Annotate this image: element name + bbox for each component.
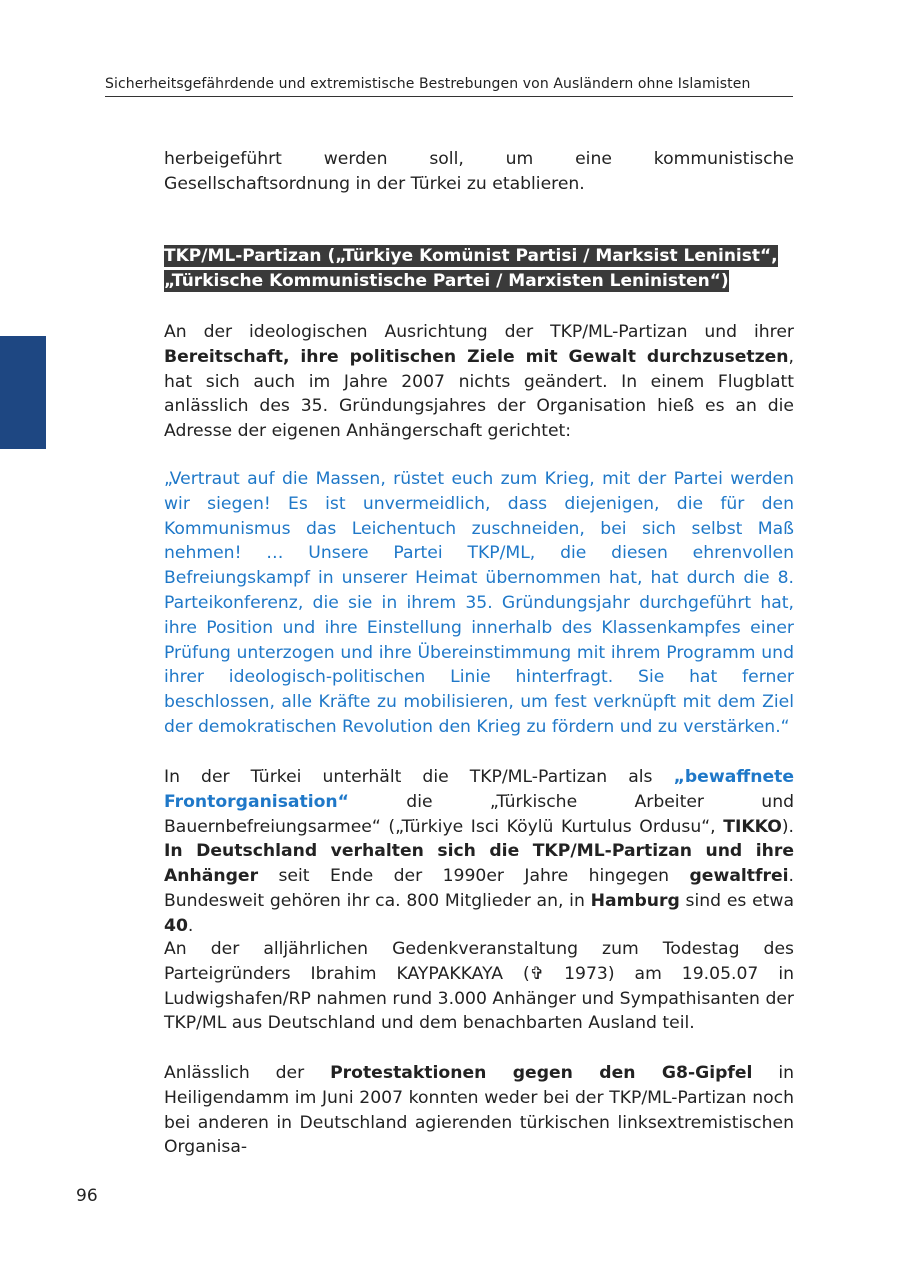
para2-bold-3: In Deutschland verhalten sich die TKP/ML-Partizan und ihre Anhänger [164,841,794,887]
para2-text-5: . Bundesweit gehören ihr ca. 800 Mitglieder an, in [164,866,794,911]
para4-text-2: in Heiligendamm im Juni 2007 konnten weder bei der TKP/ML-Partizan noch bei anderen in Deutschland agierenden türkischen linksextremistischen Organisa- [164,1063,794,1158]
flyer-quote-text: „Vertraut auf die Massen, rüstet euch zum Krieg, mit der Partei werden wir siegen! Es ist unvermeidlich, dass diejenigen, die für den Kommunismus das Leichentuch zuschneiden, bei sich selbst Maß nehmen! … Unsere Partei TKP/ML, die diesen ehrenvollen Befreiungskampf in unserer Heimat übernommen hat, hat durch die 8. Parteikonferenz, die sie in ihrem 35. Gründungsjahr durchgeführt hat, ihre Position und ihre Einstellung innerhalb des Klassenkampfes einer Prüfung unterzogen und ihre Übereinstimmung mit ihrem Programm und ihrer ideologisch-politischen Linie hinterfragt. Sie hat ferner beschlossen, alle Kräfte zu mobilisieren, um fest verknüpft mit dem Ziel der demokratischen Revolution den Krieg zu fördern und zu verstärken.“ [164,469,794,737]
section-heading-text: TKP/ML-Partizan („Türkiye Komünist Partisi / Marksist Leninist“, „Türkische Kommunistische Partei / Marxisten Leninisten“) [164,246,778,291]
para2-bold-4: gewaltfrei [689,866,789,887]
para4-text-1: Anlässlich der [164,1063,331,1083]
section-heading [164,244,794,294]
para1-text-2: , hat sich auch im Jahre 2007 nichts geändert. In einem Flugblatt anlässlich des 35. Gründungsjahres der Organisation hieß es an die Adresse der eigenen Anhängerschaft gerichtet: [164,346,794,442]
para4-bold-1: Protestaktionen gegen den G8-Gipfel [330,1063,753,1083]
para2-accent-1: „bewaffnete Frontorganisation“ [164,767,794,812]
flyer-quote [164,467,794,740]
paragraph-front-organisation [164,765,794,939]
paragraph-memorial [164,937,794,1036]
page-number: 96 [76,1186,98,1206]
para2-bold-5: Hamburg [590,890,680,911]
para2-text-1: In der Türkei unterhält die TKP/ML-Partizan als [164,767,674,787]
para2-text-7: . [187,915,194,936]
chapter-tab-marker [0,336,46,449]
para3-text: An der alljährlichen Gedenkveranstaltung zum Todestag des Parteigründers Ibrahim KAYPAKKAYA (✞ 1973) am 19.05.07 in Ludwigshafen/RP nahmen rund 3.000 Anhänger und Sympathisanten der TKP/ML aus Deutschland und dem benachbarten Ausland teil. [164,939,794,1034]
paragraph-ideology [164,320,794,444]
paragraph-g8-protest [164,1061,794,1160]
para2-bold-2: TIKKO [723,816,782,837]
para2-text-4: seit Ende der 1990er Jahre hingegen [258,866,690,887]
running-header: Sicherheitsgefährdende und extremistische Bestrebungen von Ausländern ohne Islamisten [105,76,793,97]
para1-text-1: An der ideologischen Ausrichtung der TKP/ML-Partizan und ihrer [164,322,794,342]
para1-bold-1: Bereitschaft, ihre politischen Ziele mit Gewalt durchzusetzen [164,346,789,367]
para2-bold-6: 40 [164,915,188,936]
para2-text-6: sind es etwa [679,890,794,911]
para2-text-2: die „Türkische Arbeiter und Bauernbefreiungsarmee“ („Türkiye Isci Köylü Kurtulus Ordusu“, [164,791,794,837]
para2-text-3: ). [781,816,794,837]
intro-text: herbeigeführt werden soll, um eine kommunistische Gesellschaftsordnung in der Türkei zu etablieren. [164,149,794,194]
intro-paragraph [164,147,794,197]
